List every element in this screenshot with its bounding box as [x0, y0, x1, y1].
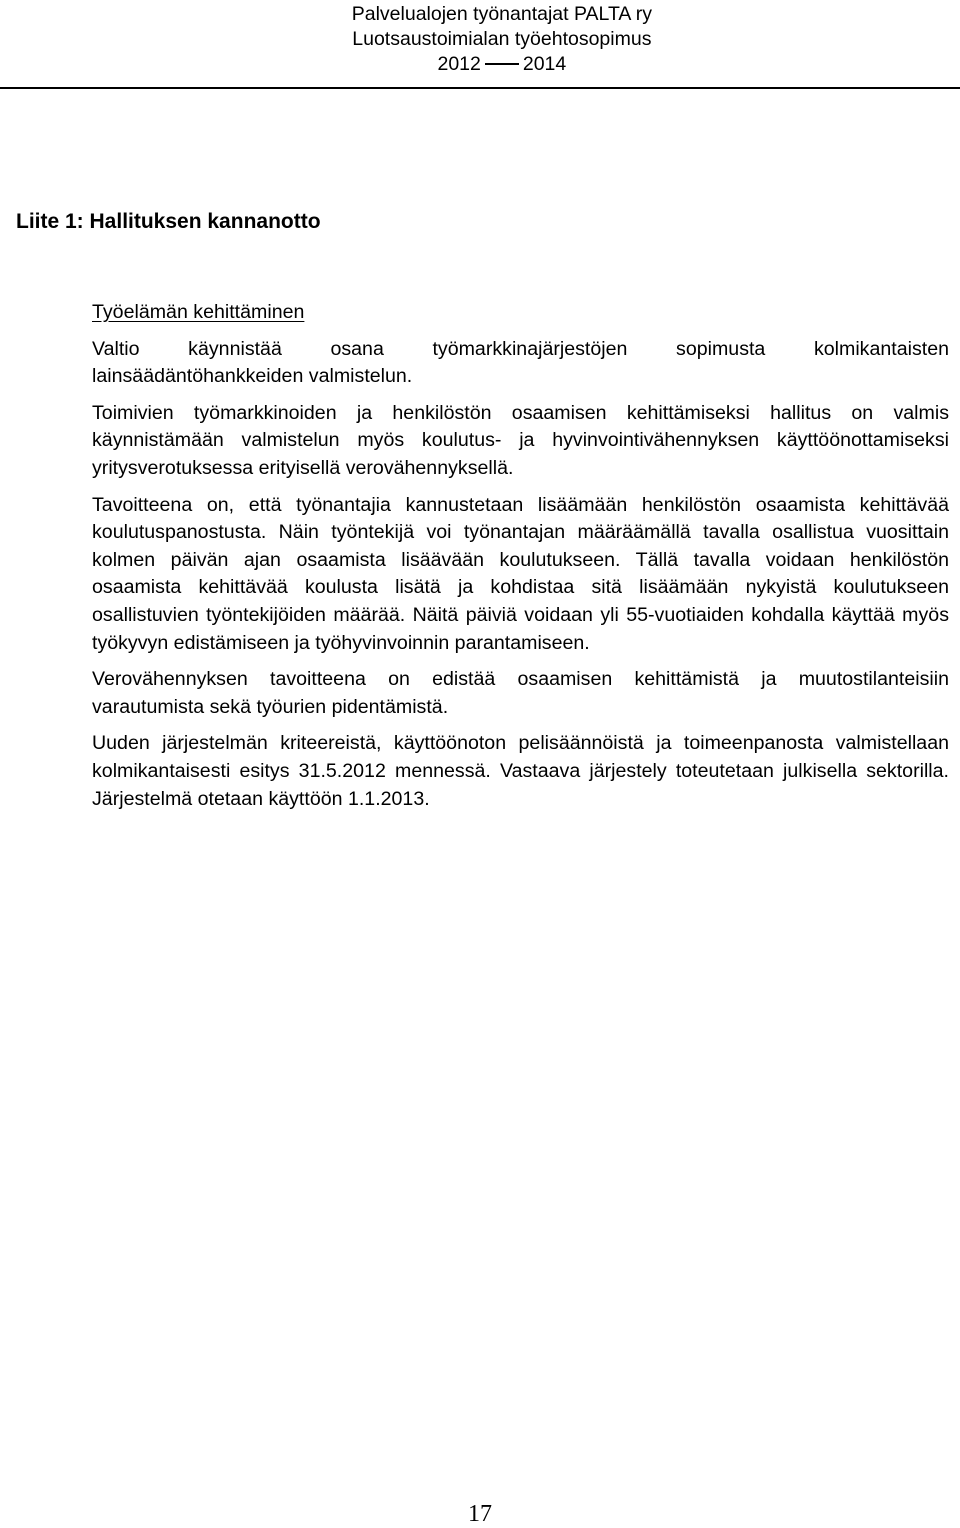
appendix-title: Liite 1: Hallituksen kannanotto [16, 210, 321, 233]
header-organization: Palvelualojen työnantajat PALTA ry [351, 3, 652, 25]
paragraph: Valtio käynnistää osana työmarkkinajärjestöjen sopimusta kolmikantaisten lainsäädäntöhankkeiden valmistelun. [92, 337, 949, 388]
page-header [352, 2, 652, 77]
header-agreement: Luotsaustoimialan työehtosopimus [352, 28, 652, 50]
paragraph: Tavoitteena on, että työnantajia kannustetaan lisäämään henkilöstön osaamista kehittävää koulutuspanostusta. Näin työntekijä voi työnantajan määräämällä tavalla osallistua vuosittain kolmen päivän ajan osaamista lisäävään koulutukseen. Tällä tavalla voidaan henkilöstön osaamista kehittävää koulusta lisätä ja kohdistaa sitä lisäämään nykyistä koulutukseen osallistuvien työntekijöiden määrää. Näitä päiviä voidaan yli 55-vuotiaiden kohdalla käyttää myös työkyvyn edistämiseen ja työhyvinvoinnin parantamiseen. [92, 493, 949, 654]
header-period [352, 52, 652, 77]
header-period-end: 2014 [522, 53, 567, 75]
header-period-dash [485, 63, 519, 65]
section-heading: Työelämän kehittäminen [92, 301, 305, 323]
paragraph: Toimivien työmarkkinoiden ja henkilöstön osaamisen kehittämiseksi hallitus on valmis käynnistämään valmistelun myös koulutus- ja hyvinvointivähennyksen käyttöönottamiseksi yritysverotuksessa erityisellä verovähennyksellä. [92, 401, 949, 479]
paragraph: Verovähennyksen tavoitteena on edistää osaamisen kehittämistä ja muutostilanteisiin varautumista sekä työurien pidentämistä. [92, 668, 949, 718]
header-period-start: 2012 [437, 53, 481, 75]
page-number: 17 [468, 1501, 492, 1527]
document-body [92, 299, 949, 813]
paragraph: Uuden järjestelmän kriteereistä, käyttöönoton pelisäännöistä ja toimeenpanosta valmistellaan kolmikantaisesti esitys 31.5.2012 mennessä. Vastaava järjestely toteutetaan julkisella sektorilla. Järjestelmä otetaan käyttöön 1.1.2013. [92, 732, 949, 810]
header-divider [0, 87, 960, 89]
